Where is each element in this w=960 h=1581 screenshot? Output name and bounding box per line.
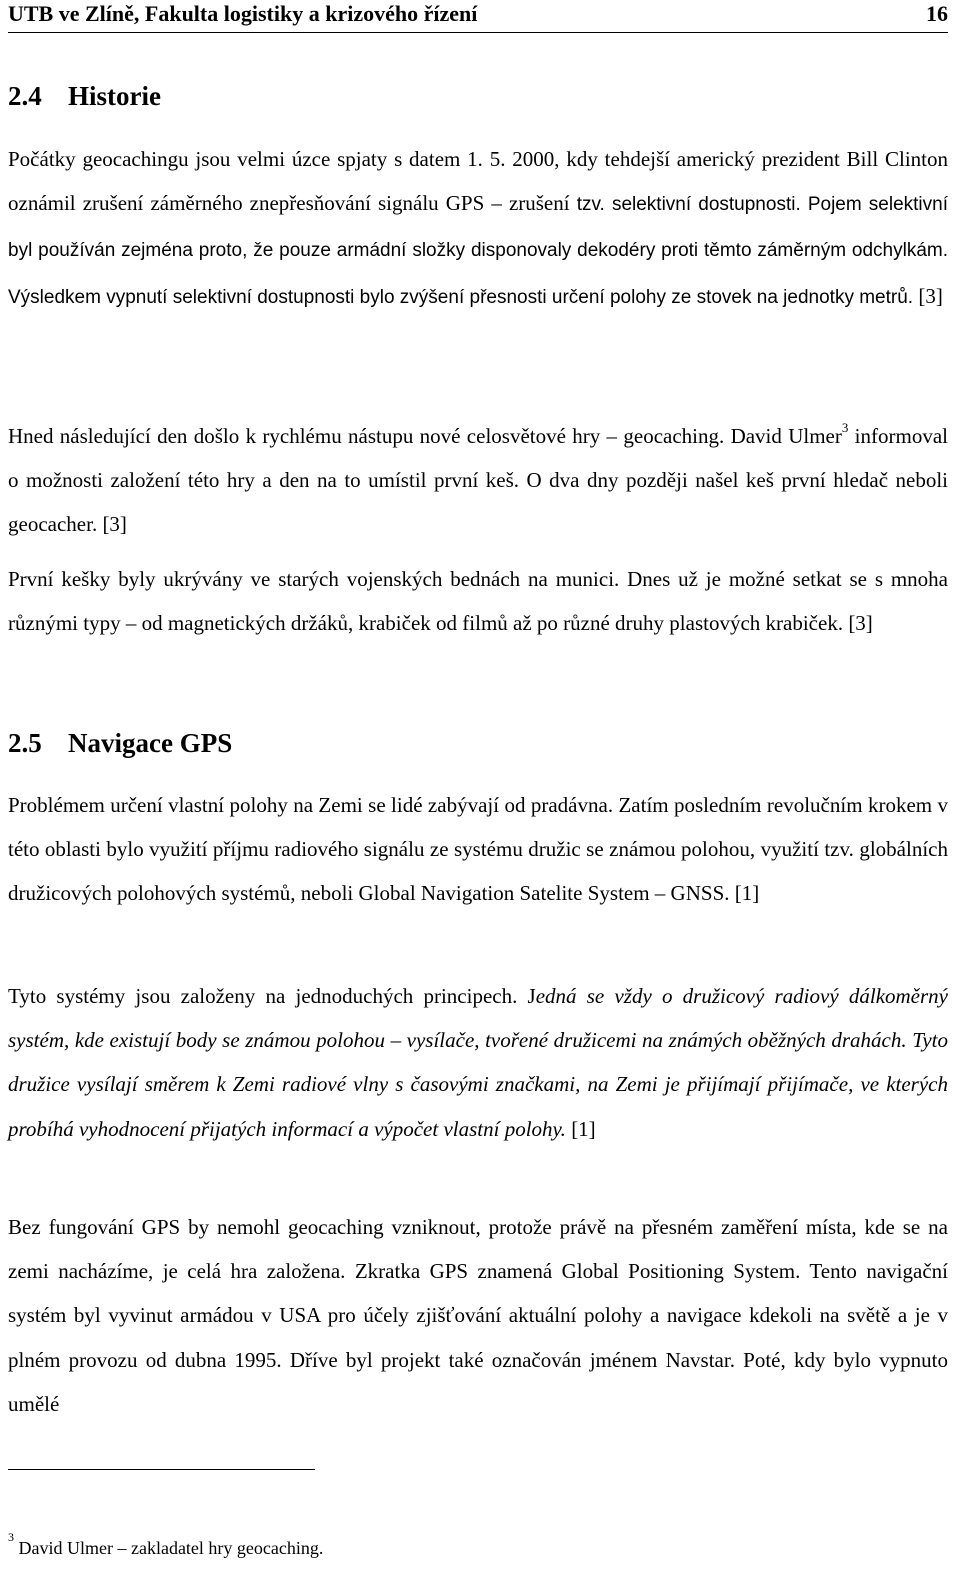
page-number: 16	[926, 1, 948, 26]
section-heading-navigace	[8, 727, 232, 759]
paragraph-text: Počátky geocachingu jsou velmi úzce spjaty s datem 1. 5. 2000, kdy tehdejší americký prezident Bill Clinton oznámil zrušení záměrného znepřesňování signálu GPS – zrušení	[8, 147, 948, 216]
header-title: UTB ve Zlíně, Fakulta logistiky a krizového řízení	[8, 1, 478, 26]
paragraph-historie-3: První kešky byly ukrývány ve starých vojenských bednách na munici. Dnes už je možné setkat se s mnoha různými typy – od magnetických držáků, krabiček od filmů až po různé druhy plastových krabiček. [3]	[8, 567, 948, 636]
footnote-number: 3	[8, 1530, 14, 1544]
paragraph-historie-1	[8, 137, 948, 320]
citation: [3]	[913, 283, 943, 308]
paragraph-text-italic: edná se vždy o družicový radiový dálkoměrný systém, kde existují body se známou polohou – vysílače, tvořené družicemi na známých oběžných drahách. Tyto družice vysílají směrem k Zemi radiové vlny s časovými značkami, na Zemi je přijímají přijímače, ve kterých probíhá vyhodnocení přijatých informací a výpočet vlastní polohy.	[8, 984, 948, 1141]
paragraph-text-sans: tzv. selektivní dostupnosti. Pojem selektivní byl používán zejména proto, že pouze armádní složky disponovaly dekodéry proti těmto záměrným odchylkám. Výsledkem vypnutí selektivní dostupnosti bylo zvýšení přesnosti určení polohy ze stovek na jednotky metrů.	[8, 194, 948, 308]
running-header	[8, 0, 948, 33]
paragraph-historie-2	[8, 414, 948, 547]
paragraph-navigace-1: Problémem určení vlastní polohy na Zemi se lidé zabývají od pradávna. Zatím posledním revolučním krokem v této oblasti bylo využití příjmu radiového signálu ze systému družic se známou polohou, využití tzv. globálních družicových polohových systémů, neboli Global Navigation Satelite System – GNSS. [1]	[8, 793, 948, 906]
section-title: Navigace GPS	[68, 728, 233, 758]
paragraph-navigace-2	[8, 974, 948, 1151]
footnote-text: David Ulmer – zakladatel hry geocaching.	[14, 1538, 324, 1558]
footnote-separator	[8, 1469, 315, 1470]
paragraph-text: Hned následující den došlo k rychlému nástupu nové celosvětové hry – geocaching. David Ulmer	[8, 424, 842, 448]
footnote	[8, 1530, 324, 1559]
section-number: 2.5	[8, 728, 42, 758]
paragraph-text: Tyto systémy jsou založeny na jednoduchých principech. J	[8, 984, 536, 1008]
citation: [1]	[565, 1116, 596, 1141]
paragraph-navigace-3: Bez fungování GPS by nemohl geocaching vzniknout, protože právě na přesném zaměření místa, kde se na zemi nacházíme, je celá hra založena. Zkratka GPS znamená Global Positioning System. Tento navigační systém byl vyvinut armádou v USA pro účely zjišťování aktuální polohy a navigace kdekoli na světě a je v plném provozu od dubna 1995. Dříve byl projekt také označován jménem Navstar. Poté, kdy bylo vypnuto umělé	[8, 1215, 948, 1416]
footnote-ref[interactable]: 3	[841, 420, 849, 435]
section-title: Historie	[68, 81, 161, 111]
paragraph-text: informoval o možnosti založení této hry a den na to umístil první keš. O dva dny později našel keš první hledač neboli geocacher. [3]	[8, 424, 948, 537]
section-heading-historie	[8, 80, 161, 112]
section-number: 2.4	[8, 81, 42, 111]
